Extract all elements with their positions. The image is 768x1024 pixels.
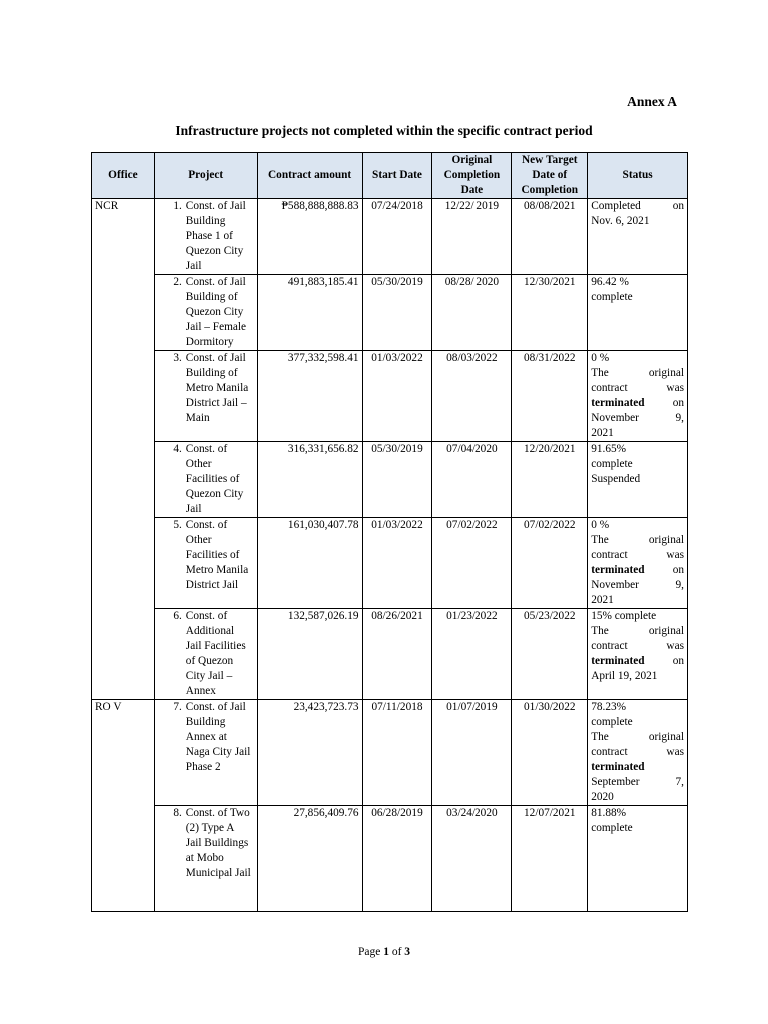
original-date-cell: 08/03/2022 (432, 351, 512, 442)
status-cell: 78.23% complete The original contract was terminated September 7, 2020 (588, 700, 688, 806)
table-row (92, 351, 688, 442)
project-cell (154, 518, 257, 609)
of-label: of (391, 946, 402, 958)
new-target-date-cell: 08/08/2021 (512, 199, 588, 275)
office-cell (92, 518, 155, 609)
project-cell (154, 199, 257, 275)
project-name: Const. of Two (2) Type A Jail Buildings at Mobo Municipal Jail (185, 807, 251, 879)
page-number: 1 (383, 946, 389, 958)
document-title: Infrastructure projects not completed within the specific contract period (175, 123, 593, 138)
table-row (92, 806, 688, 912)
original-date-cell: 08/28/ 2020 (432, 275, 512, 351)
amount-cell: ₱588,888,888.83 (257, 199, 362, 275)
start-date-cell: 05/30/2019 (362, 442, 432, 518)
start-date-cell: 07/24/2018 (362, 199, 432, 275)
new-target-date-cell: 12/30/2021 (512, 275, 588, 351)
project-number: 6. (173, 610, 182, 622)
office-cell (92, 275, 155, 351)
status-cell: 15% complete The original contract was terminated on April 19, 2021 (588, 609, 688, 700)
project-cell (154, 275, 257, 351)
new-target-date-cell: 01/30/2022 (512, 700, 588, 806)
start-date-cell: 06/28/2019 (362, 806, 432, 912)
new-target-date-cell: 05/23/2022 (512, 609, 588, 700)
original-date-cell: 07/04/2020 (432, 442, 512, 518)
page-footer (0, 946, 768, 958)
start-date-cell: 01/03/2022 (362, 518, 432, 609)
original-date-cell: 12/22/ 2019 (432, 199, 512, 275)
amount-cell: 377,332,598.41 (257, 351, 362, 442)
amount-cell: 132,587,026.19 (257, 609, 362, 700)
status-cell: 0 % The original contract was terminated on November 9, 2021 (588, 518, 688, 609)
new-target-date-cell: 07/02/2022 (512, 518, 588, 609)
office-cell (92, 806, 155, 912)
original-date-cell: 01/07/2019 (432, 700, 512, 806)
status-cell: 0 % The original contract was terminated on November 9, 2021 (588, 351, 688, 442)
header-project: Project (154, 153, 257, 199)
office-cell (92, 609, 155, 700)
start-date-cell: 05/30/2019 (362, 275, 432, 351)
projects-table (91, 152, 688, 912)
amount-cell: 23,423,723.73 (257, 700, 362, 806)
project-name: Const. of Jail Building of Quezon City Jail – Female Dormitory (185, 276, 247, 348)
table-row (92, 199, 688, 275)
project-number: 4. (173, 443, 182, 455)
table-row (92, 518, 688, 609)
project-cell (154, 700, 257, 806)
office-cell: RO V (92, 700, 155, 806)
project-name: Const. of Other Facilities of Metro Manila District Jail (185, 519, 249, 591)
table-row (92, 275, 688, 351)
header-original-date: Original Completion Date (432, 153, 512, 199)
office-cell (92, 442, 155, 518)
header-new-target-date: New Target Date of Completion (512, 153, 588, 199)
amount-cell: 161,030,407.78 (257, 518, 362, 609)
status-cell: 91.65% complete Suspended (588, 442, 688, 518)
status-cell: 81.88% complete (588, 806, 688, 912)
project-cell (154, 609, 257, 700)
office-cell (92, 351, 155, 442)
page-total: 3 (404, 946, 411, 958)
project-cell (154, 806, 257, 912)
project-number: 1. (173, 200, 182, 212)
header-amount: Contract amount (257, 153, 362, 199)
project-name: Const. of Jail Building Phase 1 of Quezon City Jail (185, 200, 246, 272)
annex-label: Annex A (627, 94, 677, 109)
header-status: Status (588, 153, 688, 199)
new-target-date-cell: 12/20/2021 (512, 442, 588, 518)
new-target-date-cell: 08/31/2022 (512, 351, 588, 442)
original-date-cell: 01/23/2022 (432, 609, 512, 700)
project-cell (154, 442, 257, 518)
start-date-cell: 01/03/2022 (362, 351, 432, 442)
project-number: 3. (173, 352, 182, 364)
project-cell (154, 351, 257, 442)
project-name: Const. of Jail Building Annex at Naga City Jail Phase 2 (185, 701, 251, 773)
amount-cell: 316,331,656.82 (257, 442, 362, 518)
original-date-cell: 03/24/2020 (432, 806, 512, 912)
page-label: Page (357, 946, 381, 958)
project-number: 2. (173, 276, 182, 288)
project-number: 5. (173, 519, 182, 531)
table-header-row (92, 153, 688, 199)
project-name: Const. of Jail Building of Metro Manila District Jail – Main (185, 352, 249, 424)
project-name: Const. of Additional Jail Facilities of Quezon City Jail – Annex (185, 610, 246, 697)
new-target-date-cell: 12/07/2021 (512, 806, 588, 912)
table-row (92, 609, 688, 700)
amount-cell: 491,883,185.41 (257, 275, 362, 351)
amount-cell: 27,856,409.76 (257, 806, 362, 912)
start-date-cell: 08/26/2021 (362, 609, 432, 700)
status-cell: 96.42 % complete (588, 275, 688, 351)
original-date-cell: 07/02/2022 (432, 518, 512, 609)
table-row (92, 442, 688, 518)
header-start-date: Start Date (362, 153, 432, 199)
project-name: Const. of Other Facilities of Quezon City Jail (185, 443, 244, 515)
start-date-cell: 07/11/2018 (362, 700, 432, 806)
status-cell: Completed on Nov. 6, 2021 (588, 199, 688, 275)
project-number: 8. (173, 807, 182, 819)
office-cell: NCR (92, 199, 155, 275)
header-office: Office (92, 153, 155, 199)
table-row (92, 700, 688, 806)
project-number: 7. (173, 701, 182, 713)
